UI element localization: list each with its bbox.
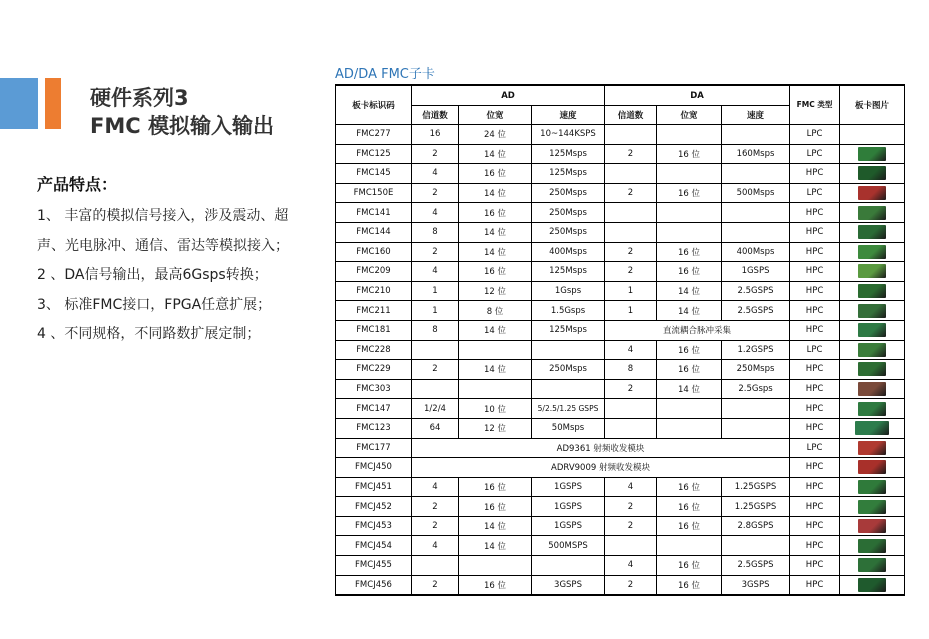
cell-ad-channels: 2	[412, 497, 459, 517]
cell-fmc-type: HPC	[790, 301, 840, 321]
cell-board-id: FMC209	[336, 262, 412, 282]
cell-fmc-type: LPC	[790, 125, 840, 145]
cell-da-channels: 2	[605, 497, 657, 517]
cell-ad-channels: 2	[412, 242, 459, 262]
cell-board-id: FMCJ453	[336, 516, 412, 536]
cell-ad-channels: 4	[412, 203, 459, 223]
cell-da-width: 16 位	[657, 516, 722, 536]
cell-ad-speed: 500MSPS	[532, 536, 605, 556]
table-row	[336, 379, 905, 399]
board-image	[858, 225, 886, 239]
header-ad-speed: 速度	[532, 106, 605, 125]
board-image	[858, 206, 886, 220]
table-row	[336, 144, 905, 164]
cell-ad-speed: 125Msps	[532, 262, 605, 282]
table-row	[336, 536, 905, 556]
cell-da-width	[657, 536, 722, 556]
table-row	[336, 262, 905, 282]
header-fmc-type: FMC 类型	[790, 85, 840, 125]
table-row	[336, 301, 905, 321]
cell-board-id: FMCJ454	[336, 536, 412, 556]
cell-merged-description: AD9361 射频收发模块	[412, 438, 790, 458]
cell-da-channels: 1	[605, 281, 657, 301]
cell-ad-channels: 4	[412, 536, 459, 556]
cell-fmc-type: HPC	[790, 556, 840, 576]
table-row	[336, 183, 905, 203]
cell-da-speed: 250Msps	[722, 360, 790, 380]
cell-ad-channels: 2	[412, 575, 459, 595]
cell-ad-width: 8 位	[459, 301, 532, 321]
cell-fmc-type: HPC	[790, 242, 840, 262]
cell-ad-speed: 250Msps	[532, 222, 605, 242]
header-da-width: 位宽	[657, 106, 722, 125]
cell-board-id: FMC145	[336, 164, 412, 184]
cell-board-id: FMC229	[336, 360, 412, 380]
board-image	[858, 578, 886, 592]
cell-da-width	[657, 203, 722, 223]
cell-ad-channels: 1	[412, 301, 459, 321]
cell-ad-speed: 1GSPS	[532, 497, 605, 517]
cell-board-id: FMC181	[336, 320, 412, 340]
cell-ad-channels: 2	[412, 183, 459, 203]
cell-board-id: FMCJ451	[336, 477, 412, 497]
cell-da-channels: 4	[605, 556, 657, 576]
table-row	[336, 242, 905, 262]
cell-board-image	[840, 379, 905, 399]
cell-da-speed: 2.5Gsps	[722, 379, 790, 399]
page-title	[90, 84, 274, 140]
cell-ad-width: 16 位	[459, 477, 532, 497]
cell-ad-channels: 16	[412, 125, 459, 145]
cell-board-image	[840, 183, 905, 203]
cell-board-id: FMC277	[336, 125, 412, 145]
cell-da-width: 14 位	[657, 301, 722, 321]
table-title: AD/DA FMC子卡	[335, 67, 435, 82]
cell-merged-da: 直流耦合脉冲采集	[605, 320, 790, 340]
cell-da-channels	[605, 164, 657, 184]
cell-da-width: 16 位	[657, 340, 722, 360]
cell-da-channels	[605, 125, 657, 145]
title-line-1: 硬件系列3	[90, 86, 189, 110]
cell-board-image	[840, 399, 905, 419]
cell-ad-speed: 125Msps	[532, 320, 605, 340]
cell-ad-channels: 4	[412, 477, 459, 497]
table-row	[336, 203, 905, 223]
table-row	[336, 320, 905, 340]
board-image	[858, 343, 886, 357]
cell-da-speed: 400Msps	[722, 242, 790, 262]
cell-board-image	[840, 242, 905, 262]
cell-board-image	[840, 222, 905, 242]
cell-ad-speed: 1.5Gsps	[532, 301, 605, 321]
cell-board-id: FMCJ456	[336, 575, 412, 595]
cell-da-channels	[605, 203, 657, 223]
board-image	[858, 519, 886, 533]
cell-fmc-type: LPC	[790, 340, 840, 360]
feature-item: 声、光电脉冲、通信、雷达等模拟接入；	[37, 237, 289, 254]
accent-bar-orange	[45, 78, 61, 129]
cell-ad-speed	[532, 379, 605, 399]
cell-ad-speed: 50Msps	[532, 418, 605, 438]
board-image	[858, 480, 886, 494]
board-image	[858, 382, 886, 396]
board-image	[858, 558, 886, 572]
cell-da-channels: 2	[605, 144, 657, 164]
board-image	[858, 539, 886, 553]
cell-da-channels	[605, 399, 657, 419]
table-row	[336, 360, 905, 380]
cell-ad-channels: 64	[412, 418, 459, 438]
cell-ad-width: 16 位	[459, 497, 532, 517]
cell-fmc-type: HPC	[790, 477, 840, 497]
header-board-image: 板卡图片	[840, 85, 905, 125]
cell-fmc-type: HPC	[790, 164, 840, 184]
cell-ad-channels: 1	[412, 281, 459, 301]
cell-ad-channels: 4	[412, 164, 459, 184]
feature-item: 3、 标准FMC接口，FPGA任意扩展；	[37, 296, 272, 313]
cell-da-width: 16 位	[657, 360, 722, 380]
cell-fmc-type: HPC	[790, 516, 840, 536]
board-image	[858, 402, 886, 416]
cell-fmc-type: HPC	[790, 418, 840, 438]
cell-board-id: FMC211	[336, 301, 412, 321]
cell-da-channels	[605, 536, 657, 556]
header-board-id: 板卡标识码	[336, 85, 412, 125]
cell-da-width: 16 位	[657, 144, 722, 164]
cell-da-channels: 2	[605, 183, 657, 203]
cell-board-id: FMC150E	[336, 183, 412, 203]
board-image	[858, 147, 886, 161]
cell-board-id: FMC177	[336, 438, 412, 458]
cell-ad-channels: 2	[412, 516, 459, 536]
cell-board-image	[840, 340, 905, 360]
cell-da-speed	[722, 125, 790, 145]
board-image	[858, 323, 886, 337]
cell-ad-channels	[412, 379, 459, 399]
cell-board-id: FMC125	[336, 144, 412, 164]
cell-fmc-type: HPC	[790, 203, 840, 223]
cell-ad-width: 10 位	[459, 399, 532, 419]
cell-fmc-type: HPC	[790, 262, 840, 282]
table-row	[336, 458, 905, 478]
spec-table	[335, 84, 905, 596]
cell-da-width: 16 位	[657, 575, 722, 595]
cell-fmc-type: HPC	[790, 458, 840, 478]
cell-board-image	[840, 320, 905, 340]
cell-da-speed	[722, 203, 790, 223]
cell-da-width	[657, 222, 722, 242]
cell-board-image	[840, 556, 905, 576]
board-image	[858, 264, 886, 278]
header-ad: AD	[412, 85, 605, 106]
cell-ad-width	[459, 379, 532, 399]
cell-ad-width: 14 位	[459, 144, 532, 164]
cell-da-speed	[722, 418, 790, 438]
cell-da-speed: 3GSPS	[722, 575, 790, 595]
table-row	[336, 418, 905, 438]
cell-ad-width: 14 位	[459, 320, 532, 340]
board-image	[858, 304, 886, 318]
cell-board-image	[840, 536, 905, 556]
cell-board-image	[840, 516, 905, 536]
cell-da-channels: 2	[605, 379, 657, 399]
cell-board-id: FMC160	[336, 242, 412, 262]
cell-ad-width: 14 位	[459, 183, 532, 203]
cell-fmc-type: HPC	[790, 281, 840, 301]
cell-da-channels: 8	[605, 360, 657, 380]
board-image	[858, 166, 886, 180]
cell-da-speed: 1GSPS	[722, 262, 790, 282]
cell-ad-speed	[532, 340, 605, 360]
cell-board-id: FMC303	[336, 379, 412, 399]
cell-da-speed: 2.5GSPS	[722, 301, 790, 321]
cell-ad-speed: 250Msps	[532, 360, 605, 380]
cell-ad-channels	[412, 340, 459, 360]
cell-ad-channels	[412, 556, 459, 576]
cell-ad-width: 12 位	[459, 418, 532, 438]
cell-ad-width: 24 位	[459, 125, 532, 145]
cell-ad-speed: 125Msps	[532, 144, 605, 164]
cell-da-speed	[722, 536, 790, 556]
header-ad-width: 位宽	[459, 106, 532, 125]
cell-ad-width: 14 位	[459, 516, 532, 536]
cell-da-channels: 2	[605, 262, 657, 282]
cell-ad-speed: 1GSPS	[532, 477, 605, 497]
cell-board-id: FMC123	[336, 418, 412, 438]
cell-fmc-type: HPC	[790, 360, 840, 380]
cell-ad-channels: 4	[412, 262, 459, 282]
table-row	[336, 399, 905, 419]
board-image	[858, 460, 886, 474]
table-row	[336, 438, 905, 458]
board-image	[858, 362, 886, 376]
features-heading: 产品特点：	[37, 175, 118, 194]
cell-board-image	[840, 477, 905, 497]
features-list	[37, 202, 327, 350]
cell-ad-channels: 1/2/4	[412, 399, 459, 419]
cell-fmc-type: LPC	[790, 144, 840, 164]
cell-board-image	[840, 144, 905, 164]
cell-board-id: FMC144	[336, 222, 412, 242]
header-ad-channels: 信道数	[412, 106, 459, 125]
table-row	[336, 516, 905, 536]
cell-da-speed	[722, 222, 790, 242]
cell-da-speed: 500Msps	[722, 183, 790, 203]
cell-board-id: FMCJ452	[336, 497, 412, 517]
cell-board-image	[840, 575, 905, 595]
cell-board-image	[840, 438, 905, 458]
cell-ad-width: 12 位	[459, 281, 532, 301]
cell-da-width	[657, 399, 722, 419]
cell-da-width: 16 位	[657, 556, 722, 576]
cell-merged-description: ADRV9009 射频收发模块	[412, 458, 790, 478]
spec-table-body	[336, 125, 905, 596]
cell-da-channels	[605, 418, 657, 438]
cell-fmc-type: HPC	[790, 536, 840, 556]
cell-board-id: FMC141	[336, 203, 412, 223]
cell-ad-speed: 3GSPS	[532, 575, 605, 595]
board-image	[858, 441, 886, 455]
cell-da-width: 16 位	[657, 262, 722, 282]
cell-da-width	[657, 125, 722, 145]
cell-da-width: 14 位	[657, 379, 722, 399]
cell-da-channels: 1	[605, 301, 657, 321]
cell-fmc-type: HPC	[790, 222, 840, 242]
cell-ad-speed: 1GSPS	[532, 516, 605, 536]
cell-board-id: FMC228	[336, 340, 412, 360]
cell-board-image	[840, 458, 905, 478]
cell-da-speed: 2.5GSPS	[722, 281, 790, 301]
cell-ad-speed: 400Msps	[532, 242, 605, 262]
cell-board-image	[840, 418, 905, 438]
cell-ad-channels: 8	[412, 320, 459, 340]
cell-board-image	[840, 164, 905, 184]
cell-da-width: 16 位	[657, 183, 722, 203]
cell-ad-width: 16 位	[459, 575, 532, 595]
board-image	[858, 245, 886, 259]
cell-fmc-type: HPC	[790, 379, 840, 399]
cell-da-channels: 4	[605, 340, 657, 360]
table-row	[336, 340, 905, 360]
cell-da-width	[657, 418, 722, 438]
cell-da-speed: 1.25GSPS	[722, 477, 790, 497]
cell-ad-channels: 2	[412, 360, 459, 380]
board-image	[858, 186, 886, 200]
cell-board-image	[840, 497, 905, 517]
cell-ad-width	[459, 556, 532, 576]
table-row	[336, 222, 905, 242]
cell-ad-width	[459, 340, 532, 360]
cell-board-image	[840, 262, 905, 282]
cell-da-channels: 2	[605, 575, 657, 595]
table-row	[336, 281, 905, 301]
accent-bar-blue	[0, 78, 38, 129]
cell-da-speed	[722, 164, 790, 184]
cell-ad-speed: 5/2.5/1.25 GSPS	[532, 399, 605, 419]
cell-board-image	[840, 125, 905, 145]
cell-da-channels: 2	[605, 242, 657, 262]
table-row	[336, 164, 905, 184]
cell-da-width: 16 位	[657, 242, 722, 262]
cell-da-speed	[722, 399, 790, 419]
cell-ad-width: 16 位	[459, 203, 532, 223]
cell-da-width: 14 位	[657, 281, 722, 301]
cell-ad-speed: 250Msps	[532, 203, 605, 223]
cell-ad-channels: 8	[412, 222, 459, 242]
cell-fmc-type: HPC	[790, 320, 840, 340]
cell-board-id: FMC147	[336, 399, 412, 419]
title-line-2: FMC 模拟输入输出	[90, 114, 274, 138]
cell-ad-width: 14 位	[459, 242, 532, 262]
cell-da-width: 16 位	[657, 497, 722, 517]
cell-ad-width: 16 位	[459, 262, 532, 282]
feature-item: 1、 丰富的模拟信号接入，涉及震动、超	[37, 208, 289, 224]
header-da: DA	[605, 85, 790, 106]
cell-board-image	[840, 360, 905, 380]
cell-board-id: FMCJ455	[336, 556, 412, 576]
table-row	[336, 556, 905, 576]
cell-da-width: 16 位	[657, 477, 722, 497]
cell-da-width	[657, 164, 722, 184]
cell-ad-width: 14 位	[459, 360, 532, 380]
cell-da-channels: 4	[605, 477, 657, 497]
board-image	[858, 284, 886, 298]
cell-ad-channels: 2	[412, 144, 459, 164]
cell-board-id: FMC210	[336, 281, 412, 301]
cell-board-image	[840, 301, 905, 321]
cell-da-speed: 2.8GSPS	[722, 516, 790, 536]
table-row	[336, 575, 905, 595]
cell-da-channels: 2	[605, 516, 657, 536]
cell-board-id: FMCJ450	[336, 458, 412, 478]
cell-da-channels	[605, 222, 657, 242]
cell-board-image	[840, 203, 905, 223]
cell-ad-speed: 125Msps	[532, 164, 605, 184]
cell-da-speed: 2.5GSPS	[722, 556, 790, 576]
board-image	[858, 500, 886, 514]
cell-ad-width: 14 位	[459, 536, 532, 556]
cell-fmc-type: LPC	[790, 438, 840, 458]
cell-ad-speed: 1Gsps	[532, 281, 605, 301]
cell-fmc-type: HPC	[790, 575, 840, 595]
header-da-speed: 速度	[722, 106, 790, 125]
feature-item: 4 、不同规格，不同路数扩展定制；	[37, 326, 261, 342]
feature-item: 2 、DA信号输出，最高6Gsps转换；	[37, 267, 268, 283]
board-image	[855, 421, 889, 435]
cell-fmc-type: LPC	[790, 183, 840, 203]
header-da-channels: 信道数	[605, 106, 657, 125]
cell-fmc-type: HPC	[790, 399, 840, 419]
cell-fmc-type: HPC	[790, 497, 840, 517]
cell-da-speed: 1.2GSPS	[722, 340, 790, 360]
cell-da-speed: 1.25GSPS	[722, 497, 790, 517]
cell-ad-speed: 250Msps	[532, 183, 605, 203]
table-row	[336, 497, 905, 517]
cell-ad-speed: 10~144KSPS	[532, 125, 605, 145]
cell-board-image	[840, 281, 905, 301]
cell-da-speed: 160Msps	[722, 144, 790, 164]
table-row	[336, 125, 905, 145]
cell-ad-width: 14 位	[459, 222, 532, 242]
cell-ad-width: 16 位	[459, 164, 532, 184]
cell-ad-speed	[532, 556, 605, 576]
table-row	[336, 477, 905, 497]
